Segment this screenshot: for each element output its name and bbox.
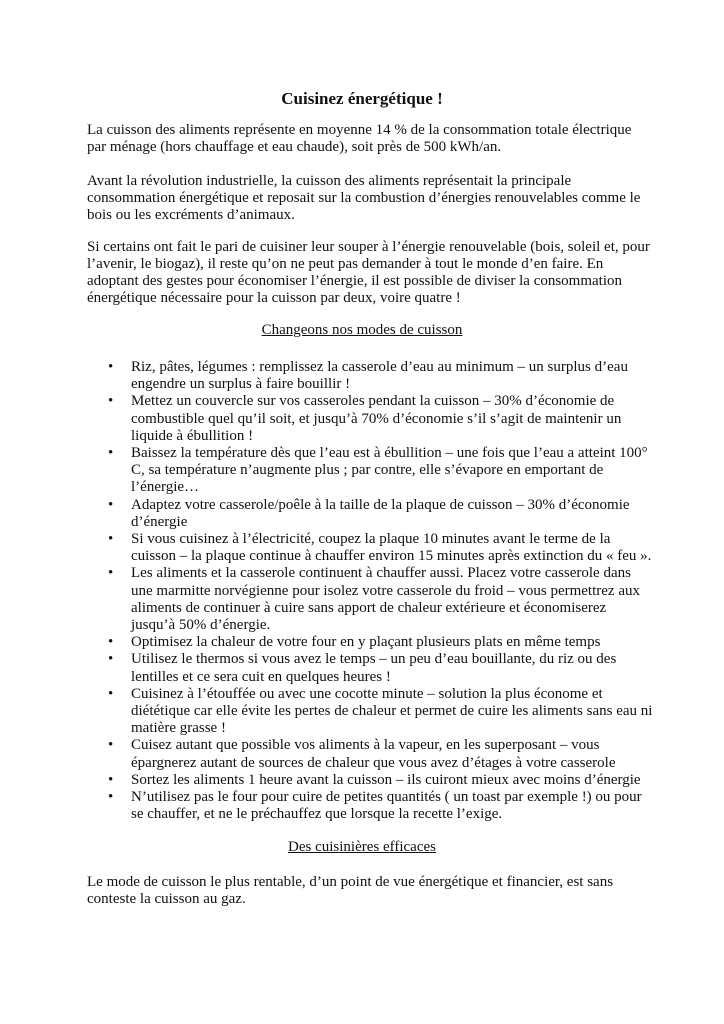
list-item <box>87 789 647 823</box>
text-line: combustible quel qu’il soit, et jusqu’à 70% d’économie s’il s’agit de maintenir un <box>131 410 622 427</box>
text-line: C, sa température n’augmente plus ; par contre, elle s’évapore en emportant de <box>131 462 604 479</box>
list-item <box>87 393 647 445</box>
text-line: épargnerez autant de sources de chaleur que vous avez d’étages à votre casserole <box>131 754 616 771</box>
list-item <box>87 772 647 789</box>
text-line: consommation énergétique et reposait sur la combustion d’énergies renouvelables comme le <box>87 190 641 206</box>
gas-paragraph <box>87 874 647 908</box>
bullet-icon: • <box>108 789 114 806</box>
tips-list <box>87 359 653 823</box>
text-line: Sortez les aliments 1 heure avant la cuisson – ils cuiront mieux avec moins d’énergie <box>131 771 641 788</box>
text-line: Mettez un couvercle sur vos casseroles pendant la cuisson – 30% d’économie de <box>131 393 615 410</box>
intro-paragraph-3 <box>87 239 650 307</box>
list-item <box>87 737 647 771</box>
text-line: Les aliments et la casserole continuent à chauffer aussi. Placez votre casserole dans <box>131 565 631 582</box>
bullet-icon: • <box>108 531 114 548</box>
text-line: Cuisez autant que possible vos aliments à la vapeur, en les superposant – vous <box>131 737 600 754</box>
text-line: liquide à ébullition ! <box>131 427 254 444</box>
text-line: Si certains ont fait le pari de cuisiner leur souper à l’énergie renouvelable (bois, soleil et, pour <box>87 239 650 255</box>
text-line: Le mode de cuisson le plus rentable, d’un point de vue énergétique et financier, est sans <box>87 874 614 890</box>
text-line: l’avenir, le biogaz), il reste qu’on ne peut pas demander à tout le monde d’en faire. En <box>87 256 604 272</box>
list-item <box>87 651 647 685</box>
bullet-icon: • <box>108 445 114 462</box>
list-item <box>87 565 647 634</box>
text-line: La cuisson des aliments représente en moyenne 14 % de la consommation totale électrique <box>87 122 632 138</box>
bullet-icon: • <box>108 651 114 668</box>
text-line: engendre un surplus à faire bouillir ! <box>131 376 351 393</box>
bullet-icon: • <box>108 359 114 375</box>
text-line: matière grasse ! <box>131 720 226 737</box>
text-line: aliments de continuer à cuire sans apport de chaleur extérieure et économiserez <box>131 599 607 616</box>
text-line: Optimisez la chaleur de votre four en y plaçant plusieurs plats en même temps <box>131 634 601 651</box>
list-item <box>87 634 647 651</box>
text-line: se chauffer, et ne le préchauffez que lorsque la recette l’exige. <box>131 806 503 823</box>
text-line: Si vous cuisinez à l’électricité, coupez la plaque 10 minutes avant le terme de la <box>131 531 611 548</box>
text-line: l’énergie… <box>131 479 200 496</box>
list-item <box>87 497 647 531</box>
intro-paragraph-2 <box>87 173 647 224</box>
bullet-icon: • <box>108 496 114 513</box>
list-item <box>87 531 652 565</box>
section-heading-cuisinieres: Des cuisinières efficaces <box>288 839 436 855</box>
bullet-icon: • <box>108 393 114 410</box>
text-line: bois ou les excréments d’animaux. <box>87 207 295 223</box>
text-line: cuisson – la plaque continue à chauffer environ 15 minutes après extinction du « feu ». <box>131 548 652 565</box>
text-line: par ménage (hors chauffage et eau chaude), soit près de 500 kWh/an. <box>87 139 502 155</box>
text-line: Avant la révolution industrielle, la cuisson des aliments représentait la principale <box>87 173 572 189</box>
list-item <box>87 359 647 393</box>
text-line: diététique car elle évite les pertes de chaleur et permet de cuire les aliments sans eau ni <box>131 703 653 720</box>
section-heading-cuisson: Changeons nos modes de cuisson <box>261 322 463 338</box>
text-line: adoptant des gestes pour économiser l’énergie, il est possible de diviser la consommation <box>87 273 623 289</box>
list-item <box>87 685 653 738</box>
bullet-icon: • <box>108 565 114 582</box>
list-item <box>87 445 647 497</box>
text-line: énergétique nécessaire pour la cuisson par deux, voire quatre ! <box>87 290 461 306</box>
bullet-icon: • <box>108 737 114 754</box>
intro-paragraph-1 <box>87 122 647 156</box>
bullet-icon: • <box>108 634 114 651</box>
text-line: Utilisez le thermos si vous avez le temps – un peu d’eau bouillante, du riz ou des <box>131 651 617 668</box>
text-line: Cuisinez à l’étouffée ou avec une cocotte minute – solution la plus économe et <box>131 685 603 702</box>
text-line: Riz, pâtes, légumes : remplissez la casserole d’eau au minimum – un surplus d’eau <box>131 359 628 375</box>
text-line: une marmitte norvégienne pour isolez votre casserole du froid – vous permettrez aux <box>131 582 640 599</box>
text-line: Baissez la température dès que l’eau est à ébullition – une fois que l’eau a atteint 100° <box>131 445 648 462</box>
text-line: Adaptez votre casserole/poêle à la taille de la plaque de cuisson – 30% d’économie <box>131 496 630 513</box>
text-line: d’énergie <box>131 513 188 530</box>
text-line: jusqu’à 50% d’énergie. <box>131 617 271 634</box>
bullet-icon: • <box>108 685 114 702</box>
text-line: N’utilisez pas le four pour cuire de petites quantités ( un toast par exemple !) ou pour <box>131 789 642 806</box>
text-line: conteste la cuisson au gaz. <box>87 891 246 907</box>
bullet-icon: • <box>108 771 114 788</box>
document-title: Cuisinez énergétique ! <box>281 89 443 108</box>
text-line: lentilles et ce sera cuit en quelques heures ! <box>131 668 391 685</box>
